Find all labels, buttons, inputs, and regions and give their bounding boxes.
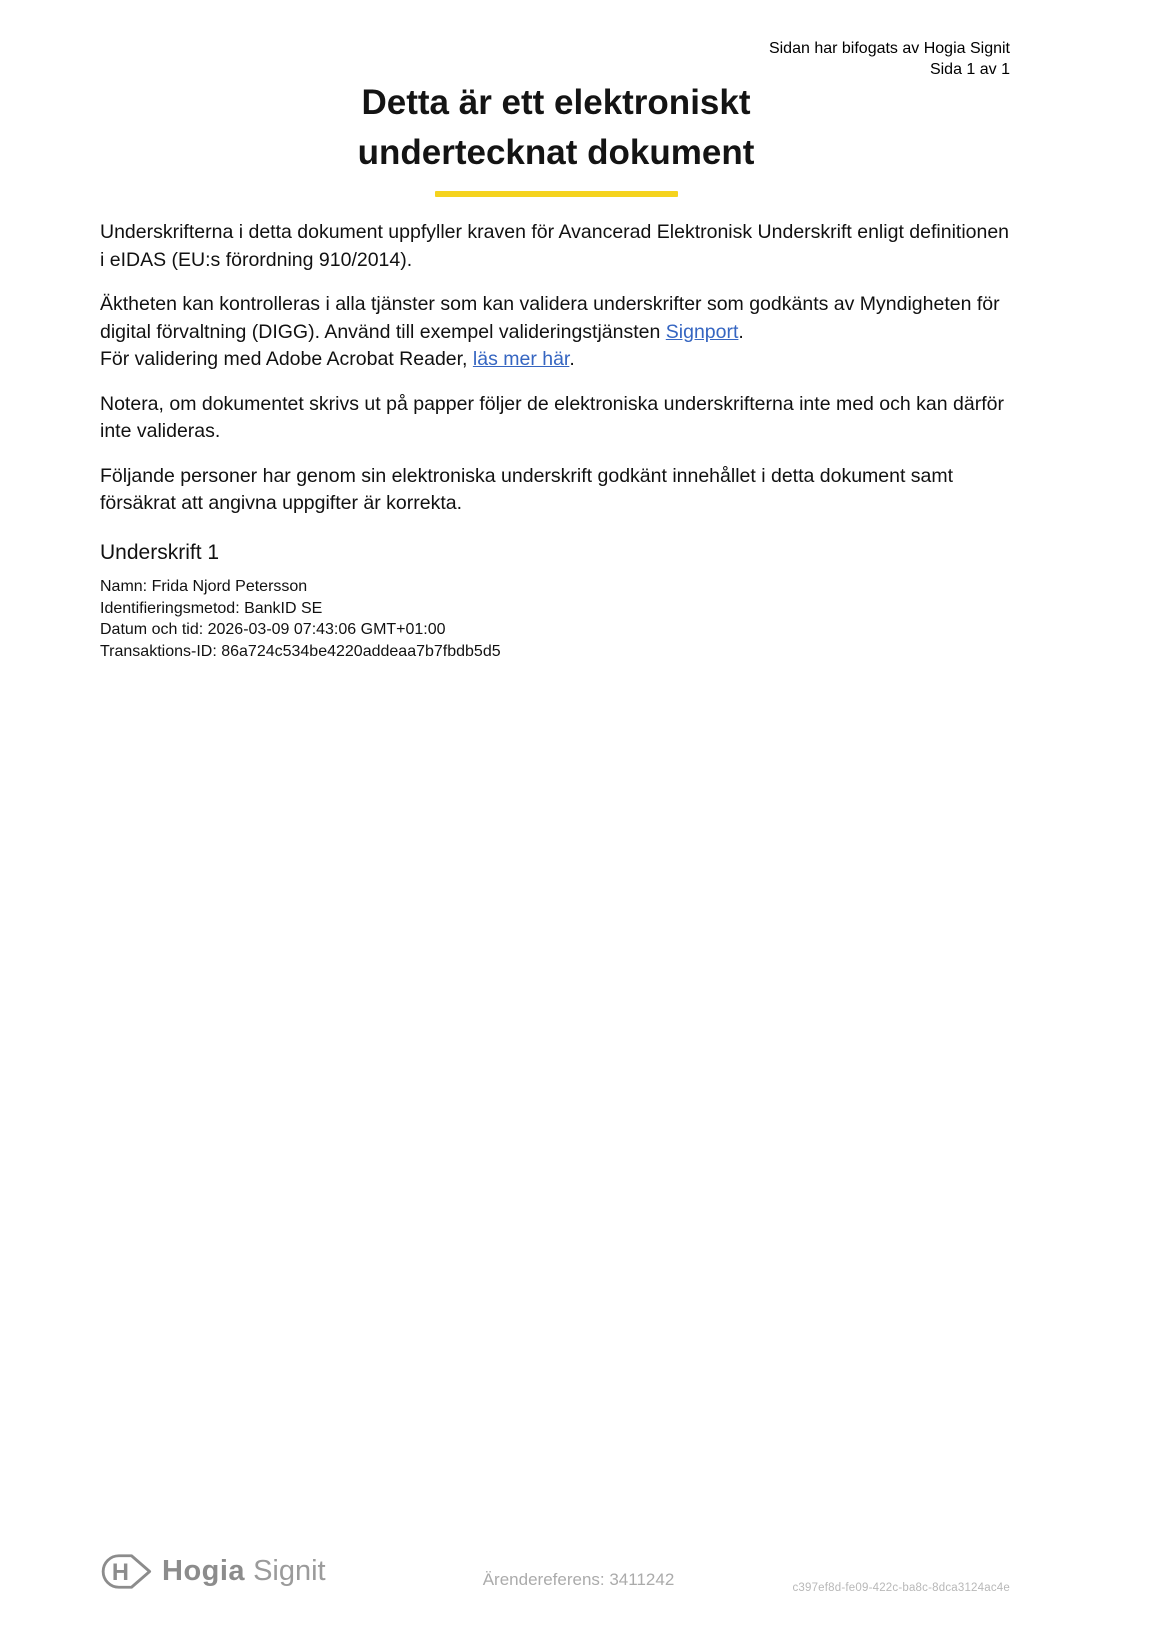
- signature-section: [100, 541, 1012, 662]
- paragraph-validation: [100, 291, 1012, 374]
- signature-datetime: Datum och tid: 2026-03-09 07:43:06 GMT+01:00: [100, 621, 446, 638]
- document-id: c397ef8d-fe09-422c-ba8c-8dca3124ac4e: [792, 1582, 1010, 1594]
- signport-link[interactable]: Signport: [665, 320, 739, 343]
- signature-transaction-id: Transaktions-ID: 86a724c534be4220addeaa7b7fbdb5d5: [100, 642, 501, 660]
- title-line-2: undertecknat dokument: [357, 133, 755, 172]
- signature-name: Namn: Frida Njord Petersson: [100, 578, 308, 595]
- title-underline: [435, 191, 678, 197]
- case-reference: Ärendereferens: 3411242: [482, 1570, 675, 1589]
- signature-method: Identifieringsmetod: BankID SE: [100, 599, 323, 617]
- validation-text-3: För validering med Adobe Acrobat Reader,: [100, 348, 473, 370]
- signature-heading: Underskrift 1: [100, 541, 220, 564]
- read-more-link[interactable]: läs mer här: [472, 348, 570, 370]
- page-title: [100, 78, 1012, 178]
- paragraph-print-note: Notera, om dokumentet skrivs ut på papper följer de elektroniska underskrifterna inte med och kan därför inte valideras.: [100, 392, 1004, 442]
- validation-text-2: .: [738, 320, 744, 343]
- title-line-1: Detta är ett elektroniskt: [361, 83, 751, 122]
- paragraph-eidas: Underskrifterna i detta dokument uppfyller kraven för Avancerad Elektronisk Underskrift enligt definitionen i eIDAS (EU:s förordning 910/2014).: [100, 221, 1010, 271]
- title-block: [100, 78, 1012, 197]
- header-attribution: Sidan har bifogats av Hogia Signit: [768, 40, 1010, 57]
- hogia-logo-letter: H: [111, 1560, 129, 1587]
- body-text: [100, 219, 1012, 535]
- page-header: [769, 38, 1010, 80]
- logo-product-text: Signit: [253, 1555, 326, 1587]
- logo-brand-text: Hogia: [162, 1555, 246, 1587]
- validation-text-4: .: [569, 348, 575, 370]
- paragraph-signers-intro: Följande personer har genom sin elektroniska underskrift godkänt innehållet i detta dokument samt försäkrat att angivna uppgifter är korrekta.: [100, 464, 954, 514]
- header-page-number: Sida 1 av 1: [929, 61, 1010, 78]
- validation-text-1: Äktheten kan kontrolleras i alla tjänster som kan validera underskrifter som godkänts av Myndigheten för digital förvaltning (DIGG). Använd till exempel valideringstjänsten: [100, 293, 1000, 343]
